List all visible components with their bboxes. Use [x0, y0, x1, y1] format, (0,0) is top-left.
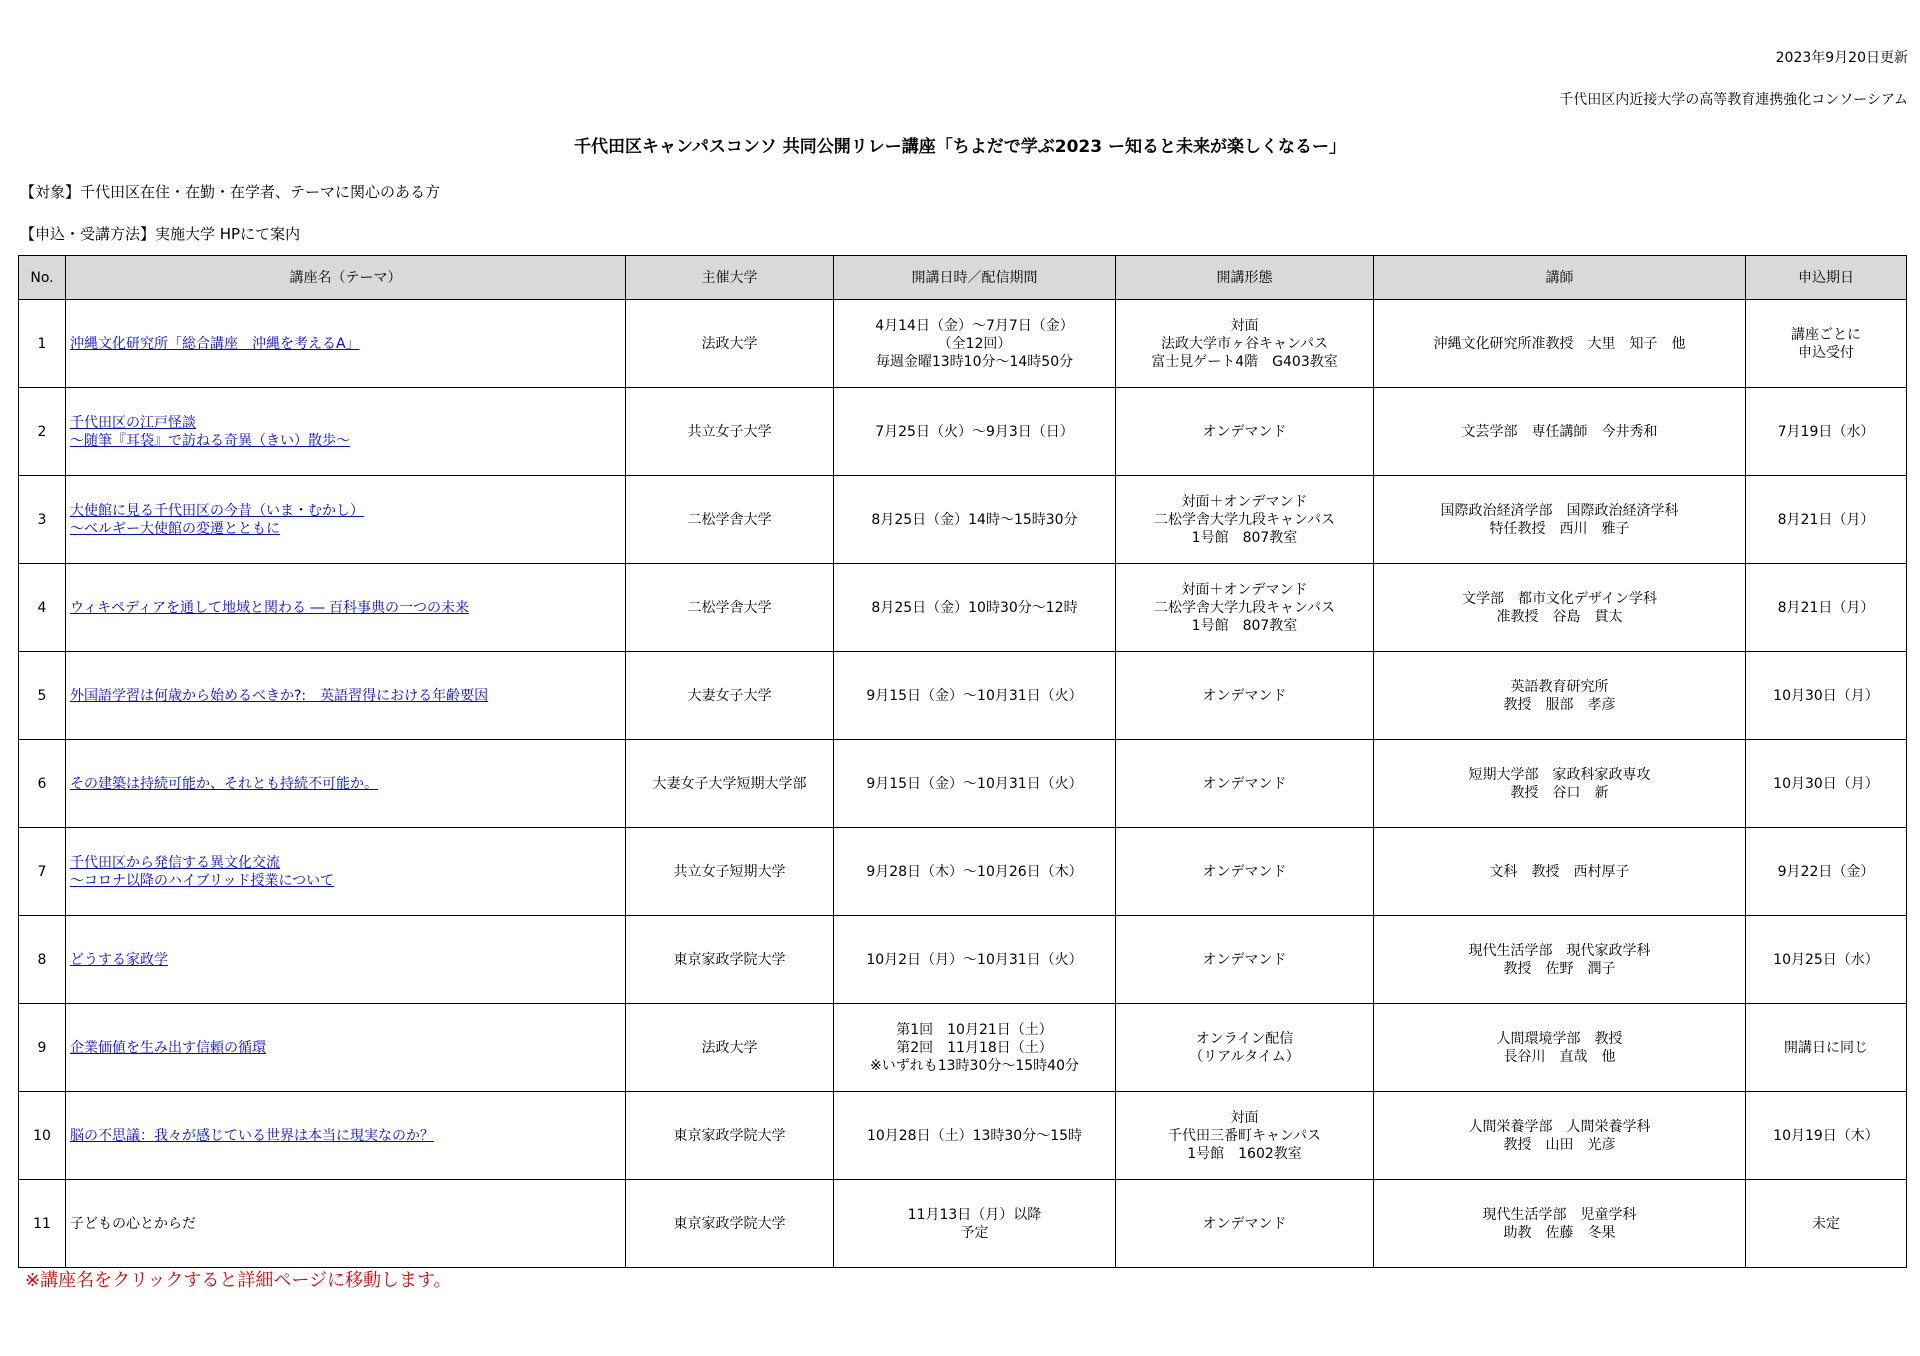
column-header: 開講形態: [1116, 256, 1374, 300]
table-row: [19, 652, 1907, 740]
lecture-format: オンデマンド: [1116, 828, 1374, 916]
updated-date: 2023年9月20日更新: [1775, 50, 1908, 66]
host-university: 共立女子大学: [626, 388, 834, 476]
lecture-schedule: 7月25日（火）～9月3日（日）: [834, 388, 1116, 476]
lecture-title-link[interactable]: 千代田区から発信する異文化交流 ～コロナ以降のハイブリッド授業について: [70, 854, 335, 889]
lecture-title-link[interactable]: 沖縄文化研究所「総合講座 沖縄を考えるA」: [70, 335, 360, 352]
lecture-schedule: 9月28日（木）～10月26日（木）: [834, 828, 1116, 916]
lecture-number: 4: [19, 564, 66, 652]
application-deadline: 7月19日（水）: [1746, 388, 1907, 476]
lecture-number: 7: [19, 828, 66, 916]
lecture-format: 対面 法政大学市ヶ谷キャンパス 富士見ゲート4階 G403教室: [1116, 300, 1374, 388]
lecture-number: 1: [19, 300, 66, 388]
lecture-schedule: 10月2日（月）～10月31日（火）: [834, 916, 1116, 1004]
lecture-number: 2: [19, 388, 66, 476]
column-header: No.: [19, 256, 66, 300]
lecture-format: オンライン配信 （リアルタイム）: [1116, 1004, 1374, 1092]
lecture-title-cell: [66, 564, 626, 652]
application-deadline: 8月21日（月）: [1746, 564, 1907, 652]
lecture-title-cell: [66, 300, 626, 388]
lecture-number: 8: [19, 916, 66, 1004]
lecture-title-link[interactable]: どうする家政学: [70, 951, 168, 968]
lecture-format: オンデマンド: [1116, 652, 1374, 740]
table-row: [19, 828, 1907, 916]
lecture-instructor: 英語教育研究所 教授 服部 孝彦: [1374, 652, 1746, 740]
lecture-format: オンデマンド: [1116, 740, 1374, 828]
lecture-schedule: 8月25日（金）14時～15時30分: [834, 476, 1116, 564]
table-row: [19, 476, 1907, 564]
organization-name: 千代田区内近接大学の高等教育連携強化コンソーシアム: [1559, 92, 1908, 108]
application-deadline: 未定: [1746, 1180, 1907, 1268]
lecture-title-link[interactable]: 大使館に見る千代田区の今昔（いま・むかし） ～ベルギー大使館の変遷とともに: [70, 502, 364, 537]
lecture-instructor: 現代生活学部 現代家政学科 教授 佐野 潤子: [1374, 916, 1746, 1004]
lecture-title-link[interactable]: 企業価値を生み出す信頼の循環: [70, 1039, 266, 1056]
host-university: 東京家政学院大学: [626, 1180, 834, 1268]
lecture-instructor: 人間環境学部 教授 長谷川 直哉 他: [1374, 1004, 1746, 1092]
lecture-title-cell: [66, 828, 626, 916]
lecture-title-cell: [66, 476, 626, 564]
application-deadline: 10月30日（月）: [1746, 740, 1907, 828]
lecture-format: オンデマンド: [1116, 916, 1374, 1004]
host-university: 大妻女子大学: [626, 652, 834, 740]
lecture-format: 対面 千代田三番町キャンパス 1号館 1602教室: [1116, 1092, 1374, 1180]
lecture-instructor: 文科 教授 西村厚子: [1374, 828, 1746, 916]
lecture-table: [18, 255, 1907, 1268]
table-row: [19, 916, 1907, 1004]
column-header: 開講日時／配信期間: [834, 256, 1116, 300]
lecture-title-link[interactable]: 千代田区の江戸怪談 ～随筆『耳袋』で訪ねる奇異（きい）散歩～: [70, 414, 350, 449]
lecture-instructor: 国際政治経済学部 国際政治経済学科 特任教授 西川 雅子: [1374, 476, 1746, 564]
lecture-number: 9: [19, 1004, 66, 1092]
lecture-title-cell: [66, 652, 626, 740]
column-header: 主催大学: [626, 256, 834, 300]
application-deadline: 10月25日（水）: [1746, 916, 1907, 1004]
application-method: 【申込・受講方法】実施大学 HPにて案内: [20, 225, 301, 243]
application-deadline: 10月30日（月）: [1746, 652, 1907, 740]
application-deadline: 講座ごとに 申込受付: [1746, 300, 1907, 388]
lecture-title-link[interactable]: 脳の不思議：我々が感じている世界は本当に現実なのか？: [70, 1127, 434, 1144]
table-row: [19, 1180, 1907, 1268]
lecture-title-cell: [66, 740, 626, 828]
lecture-title-cell: [66, 1180, 626, 1268]
lecture-title-link[interactable]: ウィキペディアを通して地域と関わる ― 百科事典の一つの未来: [70, 599, 469, 616]
lecture-instructor: 短期大学部 家政科家政専攻 教授 谷口 新: [1374, 740, 1746, 828]
footnote: ※講座名をクリックすると詳細ページに移動します。: [25, 1270, 452, 1291]
lecture-format: オンデマンド: [1116, 388, 1374, 476]
lecture-title-link[interactable]: 外国語学習は何歳から始めるべきか?: 英語習得における年齢要因: [70, 687, 489, 704]
lecture-schedule: 11月13日（月）以降 予定: [834, 1180, 1116, 1268]
lecture-number: 11: [19, 1180, 66, 1268]
lecture-format: 対面＋オンデマンド 二松学舎大学九段キャンパス 1号館 807教室: [1116, 476, 1374, 564]
lecture-title: 子どもの心とからだ: [70, 1215, 196, 1232]
lecture-title-cell: [66, 1092, 626, 1180]
host-university: 法政大学: [626, 1004, 834, 1092]
application-deadline: 開講日に同じ: [1746, 1004, 1907, 1092]
lecture-instructor: 文学部 都市文化デザイン学科 准教授 谷島 貫太: [1374, 564, 1746, 652]
host-university: 大妻女子大学短期大学部: [626, 740, 834, 828]
application-deadline: 10月19日（木）: [1746, 1092, 1907, 1180]
lecture-schedule: 10月28日（土）13時30分～15時: [834, 1092, 1116, 1180]
host-university: 法政大学: [626, 300, 834, 388]
host-university: 二松学舎大学: [626, 564, 834, 652]
lecture-number: 6: [19, 740, 66, 828]
table-row: [19, 740, 1907, 828]
column-header: 講座名（テーマ）: [66, 256, 626, 300]
host-university: 東京家政学院大学: [626, 1092, 834, 1180]
lecture-format: オンデマンド: [1116, 1180, 1374, 1268]
lecture-number: 5: [19, 652, 66, 740]
lecture-title-cell: [66, 388, 626, 476]
lecture-schedule: 第1回 10月21日（土） 第2回 11月18日（土） ※いずれも13時30分～15時40分: [834, 1004, 1116, 1092]
lecture-schedule: 9月15日（金）～10月31日（火）: [834, 652, 1116, 740]
table-row: [19, 1092, 1907, 1180]
application-deadline: 8月21日（月）: [1746, 476, 1907, 564]
lecture-schedule: 9月15日（金）～10月31日（火）: [834, 740, 1116, 828]
lecture-number: 10: [19, 1092, 66, 1180]
lecture-instructor: 沖縄文化研究所准教授 大里 知子 他: [1374, 300, 1746, 388]
table-row: [19, 388, 1907, 476]
host-university: 二松学舎大学: [626, 476, 834, 564]
lecture-title-link[interactable]: その建築は持続可能か、それとも持続不可能か。: [70, 775, 378, 792]
host-university: 東京家政学院大学: [626, 916, 834, 1004]
lecture-title-cell: [66, 916, 626, 1004]
lecture-number: 3: [19, 476, 66, 564]
lecture-title-cell: [66, 1004, 626, 1092]
lecture-schedule: 4月14日（金）～7月7日（金） （全12回） 毎週金曜13時10分～14時50分: [834, 300, 1116, 388]
lecture-instructor: 人間栄養学部 人間栄養学科 教授 山田 光彦: [1374, 1092, 1746, 1180]
target-audience: 【対象】千代田区在住・在勤・在学者、テーマに関心のある方: [20, 183, 441, 201]
column-header: 申込期日: [1746, 256, 1907, 300]
table-row: [19, 1004, 1907, 1092]
lecture-instructor: 文芸学部 専任講師 今井秀和: [1374, 388, 1746, 476]
table-row: [19, 564, 1907, 652]
column-header: 講師: [1374, 256, 1746, 300]
table-header-row: [19, 256, 1907, 300]
table-row: [19, 300, 1907, 388]
host-university: 共立女子短期大学: [626, 828, 834, 916]
lecture-instructor: 現代生活学部 児童学科 助教 佐藤 冬果: [1374, 1180, 1746, 1268]
lecture-schedule: 8月25日（金）10時30分～12時: [834, 564, 1116, 652]
application-deadline: 9月22日（金）: [1746, 828, 1907, 916]
lecture-format: 対面＋オンデマンド 二松学舎大学九段キャンパス 1号館 807教室: [1116, 564, 1374, 652]
page-title: 千代田区キャンパスコンソ 共同公開リレー講座「ちよだで学ぶ2023 ー知ると未来が楽しくなるー」: [574, 137, 1346, 157]
